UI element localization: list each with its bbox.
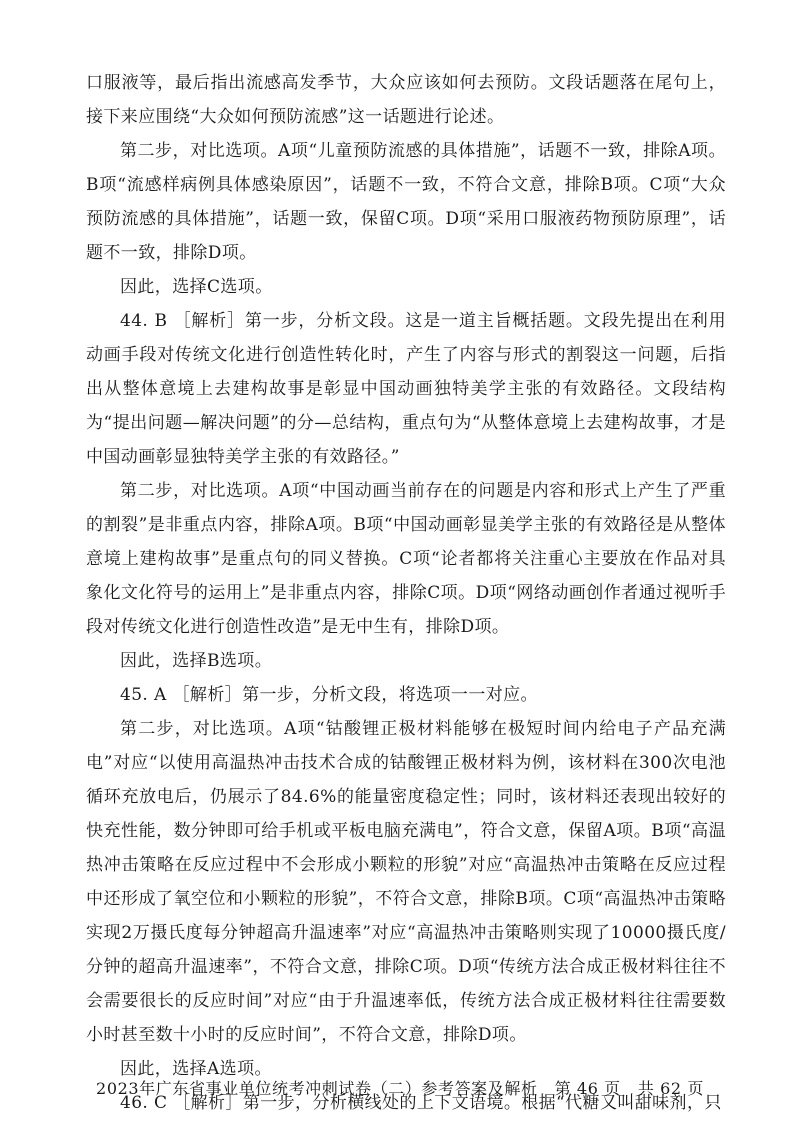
- question-44-answer: 因此，选择B选项。: [120, 651, 273, 671]
- question-45-answer: 因此，选择A选项。: [120, 1059, 272, 1079]
- question-45-analysis: 45. A ［解析］第一步，分析文段，将选项一一对应。: [120, 685, 538, 705]
- page-footer: 2023年广东省事业单位统考冲刺试卷（二）参考答案及解析 第 46 页 共 62 页: [96, 1079, 704, 1098]
- paragraph-1: 口服液等，最后指出流感高发季节，大众应该如何去预防。文段话题落在尾句上，接下来应围绕“大众如何预防流感”这一话题进行论述。: [86, 73, 726, 127]
- paragraph-3: 因此，选择C选项。: [120, 277, 273, 297]
- paragraph-2: 第二步，对比选项。A项“儿童预防流感的具体措施”，话题不一致，排除A项。B项“流感样病例具体感染原因”，话题不一致，不符合文意，排除B项。C项“大众预防流感的具体措施”，话题一致，保留C项。D项“采用口服液药物预防原理”，话题不一致，排除D项。: [86, 141, 726, 263]
- question-44-analysis: 44. B ［解析］第一步，分析文段。这是一道主旨概括题。文段先提出在利用动画手段对传统文化进行创造性转化时，产生了内容与形式的割裂这一问题，后指出从整体意境上去建构故事是彰显中国动画独特美学主张的有效路径。文段结构为“提出问题—解决问题”的分—总结构，重点句为“从整体意境上去建构故事，才是中国动画彰显独特美学主张的有效路径。”: [86, 311, 726, 467]
- question-45-compare: 第二步，对比选项。A项“钴酸锂正极材料能够在极短时间内给电子产品充满电”对应“以使用高温热冲击技术合成的钴酸锂正极材料为例，该材料在300次电池循环充放电后，仍展示了84.6%的能量密度稳定性；同时，该材料还表现出较好的快充性能，数分钟即可给手机或平板电脑充满电”，符合文意，保留A项。B项“高温热冲击策略在反应过程中不会形成小颗粒的形貌”对应“高温热冲击策略在反应过程中还形成了氧空位和小颗粒的形貌”，不符合文意，排除B项。C项“高温热冲击策略实现2万摄氏度每分钟超高升温速率”对应“高温热冲击策略则实现了10000摄氏度/分钟的超高升温速率”，不符合文意，排除C项。D项“传统方法合成正极材料往往不会需要很长的反应时间”对应“由于升温速率低，传统方法合成正极材料往往需要数小时甚至数十小时的反应时间”，不符合文意，排除D项。: [86, 719, 726, 1045]
- answer-explanation-body: [86, 66, 726, 1120]
- question-44-compare: 第二步，对比选项。A项“中国动画当前存在的问题是内容和形式上产生了严重的割裂”是非重点内容，排除A项。B项“中国动画彰显美学主张的有效路径是从整体意境上建构故事”是重点句的同义替换。C项“论者都将关注重心主要放在作品对具象化文化符号的运用上”是非重点内容，排除C项。D项“网络动画创作者通过视听手段对传统文化进行创造性改造”是无中生有，排除D项。: [86, 481, 726, 637]
- question-46-analysis: 46. C ［解析］第一步，分析横线处的上下文语境。根据“代糖又叫甜味剂，只: [120, 1093, 722, 1113]
